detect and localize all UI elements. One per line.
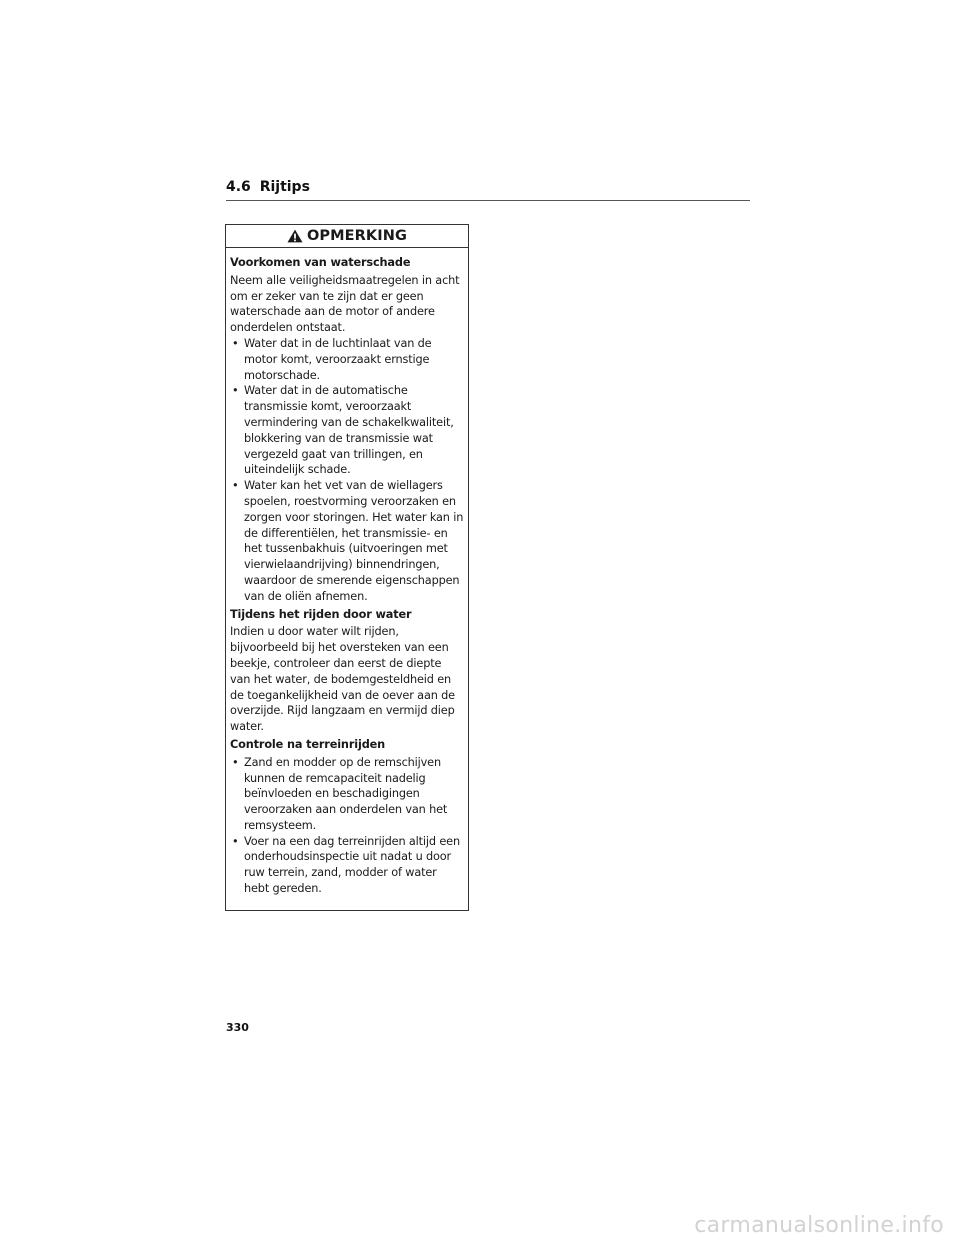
notice-bullet-list bbox=[230, 755, 464, 897]
notice-box bbox=[225, 224, 469, 911]
list-item-text: Voer na een dag terreinrijden altijd een onderhoudsinspectie uit nadat u door ruw terrein, zand, modder of water hebt gereden. bbox=[244, 834, 460, 896]
notice-bullet-list bbox=[230, 336, 464, 605]
notice-subheading: Tijdens het rijden door water bbox=[230, 607, 412, 621]
section-header bbox=[226, 178, 750, 201]
notice-header bbox=[226, 225, 468, 248]
notice-body bbox=[226, 248, 468, 897]
bullet-dot-icon: • bbox=[232, 336, 239, 350]
bullet-dot-icon: • bbox=[232, 479, 239, 493]
page-number: 330 bbox=[226, 1021, 249, 1034]
list-item bbox=[230, 755, 464, 834]
section-title: Rijtips bbox=[259, 179, 310, 195]
notice-paragraph: Neem alle veiligheidsmaatregelen in acht om er zeker van te zijn dat er geen waterschade aan de motor of andere onderdelen ontstaat. bbox=[230, 273, 460, 335]
bullet-dot-icon: • bbox=[232, 384, 239, 398]
list-item-text: Water dat in de automatische transmissie komt, veroorzaakt vermindering van de schakelkwaliteit, blokkering van de transmissie wat vergezeld gaat van trillingen, en uiteindelijk schade. bbox=[244, 384, 454, 477]
list-item bbox=[230, 336, 464, 383]
list-item-text: Water dat in de luchtinlaat van de motor komt, veroorzaakt ernstige motorschade. bbox=[244, 336, 432, 382]
bullet-dot-icon: • bbox=[232, 755, 239, 769]
notice-paragraph: Indien u door water wilt rijden, bijvoorbeeld bij het oversteken van een beekje, controleer dan eerst de diepte van het water, de bodemgesteldheid en de toegankelijkheid van de oever aan de overzijde. Rijd langzaam en vermijd diep water. bbox=[230, 625, 455, 734]
list-item-text: Zand en modder op de remschijven kunnen de remcapaciteit nadelig beïnvloeden en beschadigingen veroorzaken aan onderdelen van het remsysteem. bbox=[244, 755, 448, 832]
notice-title: OPMERKING bbox=[306, 228, 408, 244]
notice-subheading: Controle na terreinrijden bbox=[230, 737, 386, 751]
list-item bbox=[230, 834, 464, 897]
section-number: 4.6 bbox=[226, 179, 251, 195]
list-item bbox=[230, 383, 464, 478]
list-item bbox=[230, 478, 464, 604]
warning-triangle-icon bbox=[287, 229, 303, 243]
bullet-dot-icon: • bbox=[232, 834, 239, 848]
watermark: carmanualsonline.info bbox=[694, 1213, 944, 1238]
notice-subheading: Voorkomen van waterschade bbox=[230, 256, 411, 269]
list-item-text: Water kan het vet van de wiellagers spoelen, roestvorming veroorzaken en zorgen voor storingen. Het water kan in de differentiëlen, het transmissie- en het tussenbakhuis (uitvoeringen met vierwielaandrijving) binnendringen, waardoor de smerende eigenschappen van de oliën afnemen. bbox=[244, 479, 464, 603]
